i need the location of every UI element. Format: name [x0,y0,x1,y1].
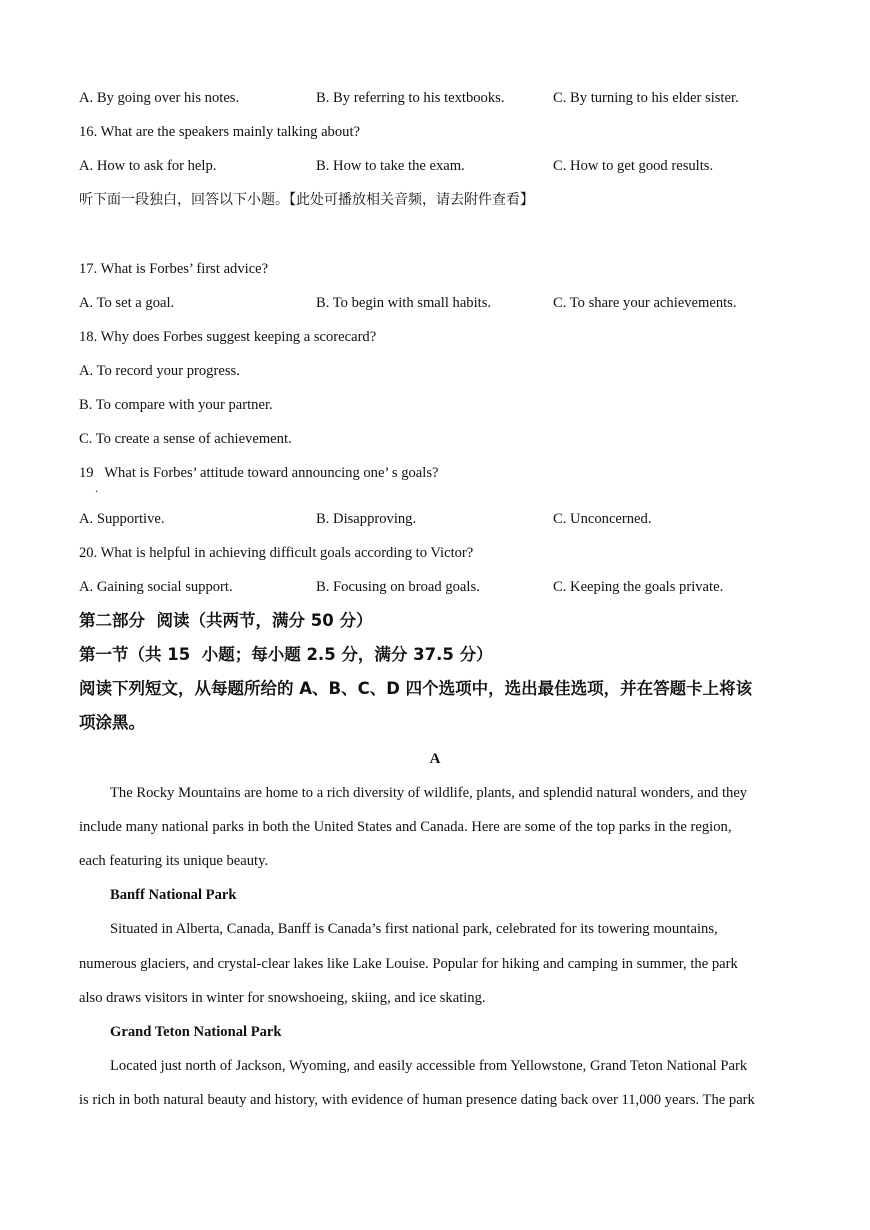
grand-teton-line-1: Located just north of Jackson, Wyoming, and easily accessible from Yellowstone, Grand Teton National Park [110,1058,748,1074]
q15-option-a: A. By going over his notes. [79,90,240,106]
intro-line-3: each featuring its unique beauty. [79,853,269,869]
q18-option-b: B. To compare with your partner. [79,397,273,413]
banff-title: Banff National Park [110,887,237,903]
q15-option-c: C. By turning to his elder sister. [553,90,739,106]
monologue-instruction: 听下面一段独白，回答以下小题。【此处可播放相关音频，请去附件查看】 [79,192,534,208]
q18-option-c: C. To create a sense of achievement. [79,431,292,447]
q16-option-b: B. How to take the exam. [316,158,465,174]
q20-option-c: C. Keeping the goals private. [553,579,724,595]
section1-title: 第一节（共 15 小题；每小题 2.5 分，满分 37.5 分） [79,645,493,664]
q19-number-dot: . [95,481,98,495]
q16-question: 16. What are the speakers mainly talking about? [79,124,360,140]
grand-teton-title: Grand Teton National Park [110,1024,282,1040]
q18-option-a: A. To record your progress. [79,363,240,379]
q19-question: 19 What is Forbes’ attitude toward announcing one’ s goals? [79,465,439,481]
q20-option-a: A. Gaining social support. [79,579,233,595]
q20-option-b: B. Focusing on broad goals. [316,579,480,595]
reading-instruction-line1: 阅读下列短文，从每题所给的 A、B、C、D 四个选项中，选出最佳选项，并在答题卡上将该 [79,679,753,698]
part2-title: 第二部分 阅读（共两节，满分 50 分） [79,611,373,630]
q16-option-a: A. How to ask for help. [79,158,217,174]
q17-option-a: A. To set a goal. [79,295,175,311]
q19-option-c: C. Unconcerned. [553,511,652,527]
q16-option-c: C. How to get good results. [553,158,714,174]
intro-line-2: include many national parks in both the United States and Canada. Here are some of the top parks in the region, [79,819,732,835]
q19-option-b: B. Disapproving. [316,511,417,527]
q19-option-a: A. Supportive. [79,511,165,527]
grand-teton-line-2: is rich in both natural beauty and history, with evidence of human presence dating back over 11,000 years. The park [79,1092,755,1108]
passage-label: A [429,751,441,767]
reading-instruction-line2: 项涂黑。 [79,713,145,732]
banff-line-1: Situated in Alberta, Canada, Banff is Canada’s first national park, celebrated for its towering mountains, [110,921,718,937]
banff-line-2: numerous glaciers, and crystal-clear lakes like Lake Louise. Popular for hiking and camping in summer, the park [79,956,738,972]
q20-question: 20. What is helpful in achieving difficult goals according to Victor? [79,545,474,561]
intro-line-1: The Rocky Mountains are home to a rich diversity of wildlife, plants, and splendid natural wonders, and they [110,785,748,801]
banff-line-3: also draws visitors in winter for snowshoeing, skiing, and ice skating. [79,990,486,1006]
q17-question: 17. What is Forbes’ first advice? [79,261,269,277]
q15-option-b: B. By referring to his textbooks. [316,90,505,106]
q17-option-b: B. To begin with small habits. [316,295,492,311]
q18-question: 18. Why does Forbes suggest keeping a scorecard? [79,329,377,345]
q17-option-c: C. To share your achievements. [553,295,737,311]
